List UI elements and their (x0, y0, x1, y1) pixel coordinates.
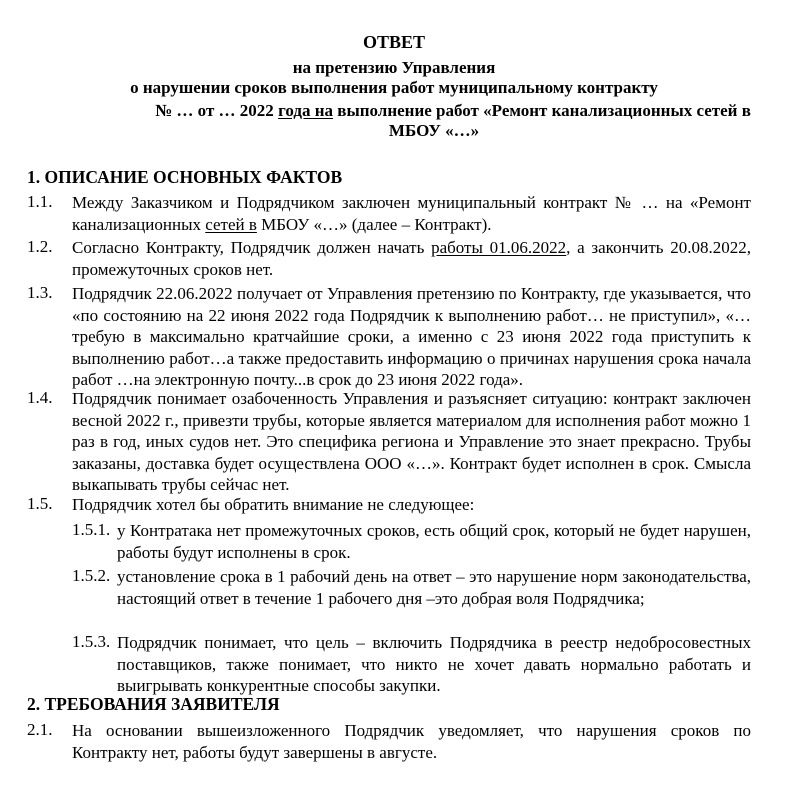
item-text (72, 192, 751, 235)
title-line-4: МБОУ «…» (388, 121, 480, 140)
item-text-part-b: МБОУ «…» (далее – Контракт). (256, 214, 492, 234)
title-line-1: на претензию Управления (292, 58, 496, 77)
document-title: ОТВЕТ (362, 32, 426, 52)
item-text (72, 237, 751, 280)
item-text-underlined: сетей в (205, 214, 257, 234)
item-text: Подрядчик понимает озабоченность Управления и разъясняет ситуацию: контракт заключен весной 2022 г., привезти трубы, которые является материалом для исполнения работ можно 1 раз в год, иных судов нет. Это специфика региона и Управление это знает прекрасно. Трубы заказаны, доставка будет осуществлена ООО «…». Контракт будет исполнен в срок. Смысла выкапывать трубы сейчас нет. (72, 389, 751, 494)
title-line-3-part-b: выполнение работ «Ремонт канализационных сетей в (333, 101, 751, 120)
item-text-underlined: работы 01.06.2022 (431, 238, 567, 257)
title-line-2: о нарушении сроков выполнения работ муниципальному контракту (130, 78, 658, 97)
subitem-text: установление срока в 1 рабочий день на ответ – это нарушение норм законодательства, настоящий ответ в течение 1 рабочего дня –это добрая воля Подрядчика; (117, 567, 751, 608)
item-text: На основании вышеизложенного Подрядчик уведомляет, что нарушения сроков по Контракту нет, работы будут завершены в августе. (72, 721, 751, 762)
subitem-number: 1.5.1. (72, 520, 111, 539)
subitem-text: Подрядчик понимает, что цель – включить Подрядчика в реестр недобросовестных поставщиков, также понимает, что никто не хочет давать нормально работать и выигрывать конкурентные способы закупки. (117, 633, 751, 695)
item-number: 1.5. (27, 494, 53, 513)
subitem-number: 1.5.2. (72, 566, 111, 585)
item-text-part-a: Согласно Контракту, Подрядчик должен начать (72, 238, 432, 257)
title-line-3-part-a: № … от … 2022 (155, 101, 279, 120)
item-text: Подрядчик хотел бы обратить внимание не следующее: (72, 495, 475, 514)
item-text-part-a: Между Заказчиком и Подрядчиком заключен муниципальный контракт № … на «Ремонт канализационных (72, 193, 751, 234)
item-number: 2.1. (27, 720, 53, 739)
item-number: 1.2. (27, 237, 53, 256)
item-text-part-b: , а закончить 20.08.2022, промежуточных сроков нет. (72, 238, 751, 279)
title-line-3-underlined: года на (278, 101, 334, 120)
item-number: 1.4. (27, 388, 53, 407)
item-number: 1.1. (27, 192, 53, 211)
subitem-number: 1.5.3. (72, 632, 111, 651)
item-number: 1.3. (27, 283, 53, 302)
item-text: Подрядчик 22.06.2022 получает от Управления претензию по Контракту, где указывается, что «по состоянию на 22 июня 2022 года Подрядчик к выполнению работ… не приступил», «…требую в максимально кратчайшие сроки, а именно с 23 июня 2022 года приступить к выполнению работ…а также предоставить информацию о причинах нарушения срока начала работ …на электронную почту...в срок до 23 июня 2022 года». (72, 284, 751, 389)
title-line-3 (59, 101, 788, 121)
section-2-heading: 2. ТРЕБОВАНИЯ ЗАЯВИТЕЛЯ (27, 694, 280, 714)
section-1-heading: 1. ОПИСАНИЕ ОСНОВНЫХ ФАКТОВ (27, 167, 343, 187)
subitem-text: у Контратака нет промежуточных сроков, есть общий срок, который не будет нарушен, работы будут исполнены в срок. (117, 521, 751, 562)
